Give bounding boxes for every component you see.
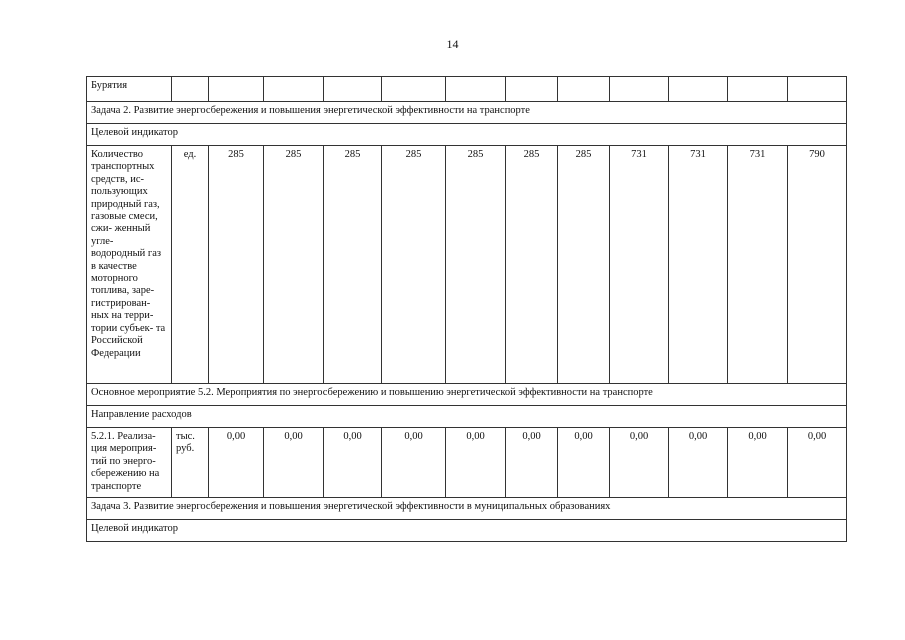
measure-value: 0,00 [558,428,610,498]
indicator-value: 285 [558,146,610,384]
indicator-value: 285 [446,146,506,384]
indicator-value: 790 [788,146,847,384]
task-3-heading: Задача 3. Развитие энергосбережения и повышения энергетической эффективности в муниципальных образованиях [87,498,847,520]
empty-cell [264,77,324,102]
empty-cell [610,77,669,102]
measure-value: 0,00 [506,428,558,498]
indicator-value: 731 [610,146,669,384]
empty-cell [506,77,558,102]
indicator-value: 285 [506,146,558,384]
table-row-task2 [87,102,847,124]
indicator-unit: ед. [172,146,209,384]
indicator-value: 285 [209,146,264,384]
empty-cell [382,77,446,102]
page-number: 14 [446,37,459,51]
empty-cell [558,77,610,102]
empty-cell [209,77,264,102]
empty-cell [172,77,209,102]
measure-name: 5.2.1. Реализа- ция мероприя- тий по энерго- сбережению на транспорте [87,428,172,498]
table-row-main-event [87,384,847,406]
indicator-value: 285 [382,146,446,384]
table-row-task3 [87,498,847,520]
measure-value: 0,00 [264,428,324,498]
measure-value: 0,00 [446,428,506,498]
measure-value: 0,00 [324,428,382,498]
table-row-expense-direction [87,406,847,428]
expense-direction-heading: Направление расходов [87,406,847,428]
target-indicator-heading: Целевой индикатор [87,124,847,146]
main-event-heading: Основное мероприятие 5.2. Мероприятия по энергосбережению и повышению энергетической эффективности на транспорте [87,384,847,406]
table-row-measure [87,428,847,498]
table-row-region [87,77,847,102]
task-2-heading: Задача 2. Развитие энергосбережения и повышения энергетической эффективности на транспорте [87,102,847,124]
indicator-value: 731 [669,146,728,384]
table-row-target-indicator [87,124,847,146]
measure-value: 0,00 [610,428,669,498]
program-indicators-table [86,76,847,542]
measure-value: 0,00 [728,428,788,498]
target-indicator-heading: Целевой индикатор [87,520,847,542]
measure-value: 0,00 [382,428,446,498]
measure-value: 0,00 [788,428,847,498]
measure-value: 0,00 [669,428,728,498]
region-cell: Бурятия [87,77,172,102]
measure-unit: тыс. руб. [172,428,209,498]
empty-cell [728,77,788,102]
indicator-value: 731 [728,146,788,384]
table-row-target-indicator-2 [87,520,847,542]
measure-value: 0,00 [209,428,264,498]
table-row-indicator [87,146,847,384]
empty-cell [669,77,728,102]
indicator-name: Количество транспортных средств, ис- пользующих природный газ, газовые смеси, сжи- женный угле- водородный газ в качестве моторного топлива, заре- гистрирован- ных на терри- тории субъек- та Российской Федерации [87,146,172,384]
indicator-value: 285 [324,146,382,384]
empty-cell [446,77,506,102]
empty-cell [788,77,847,102]
empty-cell [324,77,382,102]
indicator-value: 285 [264,146,324,384]
